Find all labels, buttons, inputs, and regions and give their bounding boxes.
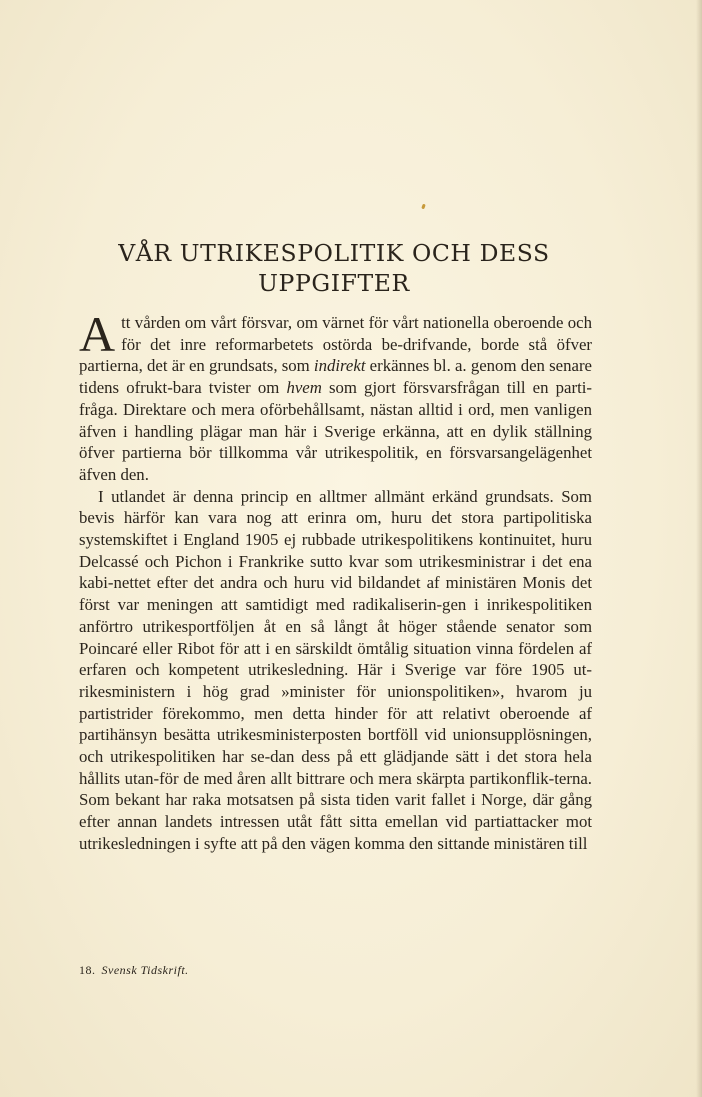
page-edge-shadow [696,0,702,1097]
paragraph-1-text-c: som gjort försvarsfrågan till en parti-fråga. Direktare och mera oförbehållsamt, nästan alltid i ord, men vanligen äfven i handling plägar man här i Sverige erkänna, att en dylik ställning öfver partierna bör tillkomma vår utrikespolitik, en försvarsangelägenhet äfven den. [79,378,592,484]
article-body [79,306,592,855]
page-footer [79,963,189,978]
article-title: VÅR UTRIKESPOLITIK OCH DESS UPPGIFTER [118,239,550,297]
paragraph-1-text-a: tt vården om vårt försvar, om värnet för vårt nationella oberoende och för det inre reformarbetets ostörda be-drifvande, borde stå öfver partierna, det är en grundsats, som [79,313,592,376]
paragraph-1-text-b: erkännes bl. a. genom den senare tidens ofrukt-bara tvister om [79,356,592,398]
journal-name: Svensk Tidskrift. [101,963,189,977]
emphasis-hvem: hvem [286,378,322,398]
drop-cap: A [79,306,116,362]
ink-speck [421,204,426,210]
signature-mark: 18. [79,963,96,977]
emphasis-indirekt: indirekt [313,356,366,376]
paragraph-1 [79,306,592,486]
paragraph-2: I utlandet är denna princip en alltmer allmänt erkänd grundsats. Som bevis härför kan vara nog att erinra om, huru det stora partipolitiska systemskiftet i England 1905 ej rubbade utrikespolitikens kontinuitet, huru Delcassé och Pichon i Frankrike sutto kvar som utrikesministrar i det ena kabi-nettet efter det andra och huru vid bildandet af ministären Monis det först var meningen att samtidigt med radikaliserin-gen i inrikespolitiken anförtro utrikesportföljen åt en så långt åt höger stående senator som Poincaré eller Ribot för att i en särskildt ömtålig situation vinna fördelen af erfaren och kompetent utrikesledning. Här i Sverige var före 1905 ut-rikesministern i hög grad »minister för unionspolitiken», hvarom ju partistrider förekommo, men detta hinder för att relativt oberoende af partihänsyn besätta utrikesministerposten bortföll vid unionsupplösningen, och utrikespolitiken har se-dan dess på ett glädjande sätt i det stora hela hållits utan-för de med åren allt bittrare och mera skärpta partikonflik-terna. Som bekant har raka motsatsen på sista tiden varit fallet i Norge, där gång efter annan landets intressen utåt fått sitta emellan vid partiattacker mot utrikesledningen i syfte att på den vägen komma den sittande ministären till [79,486,592,853]
